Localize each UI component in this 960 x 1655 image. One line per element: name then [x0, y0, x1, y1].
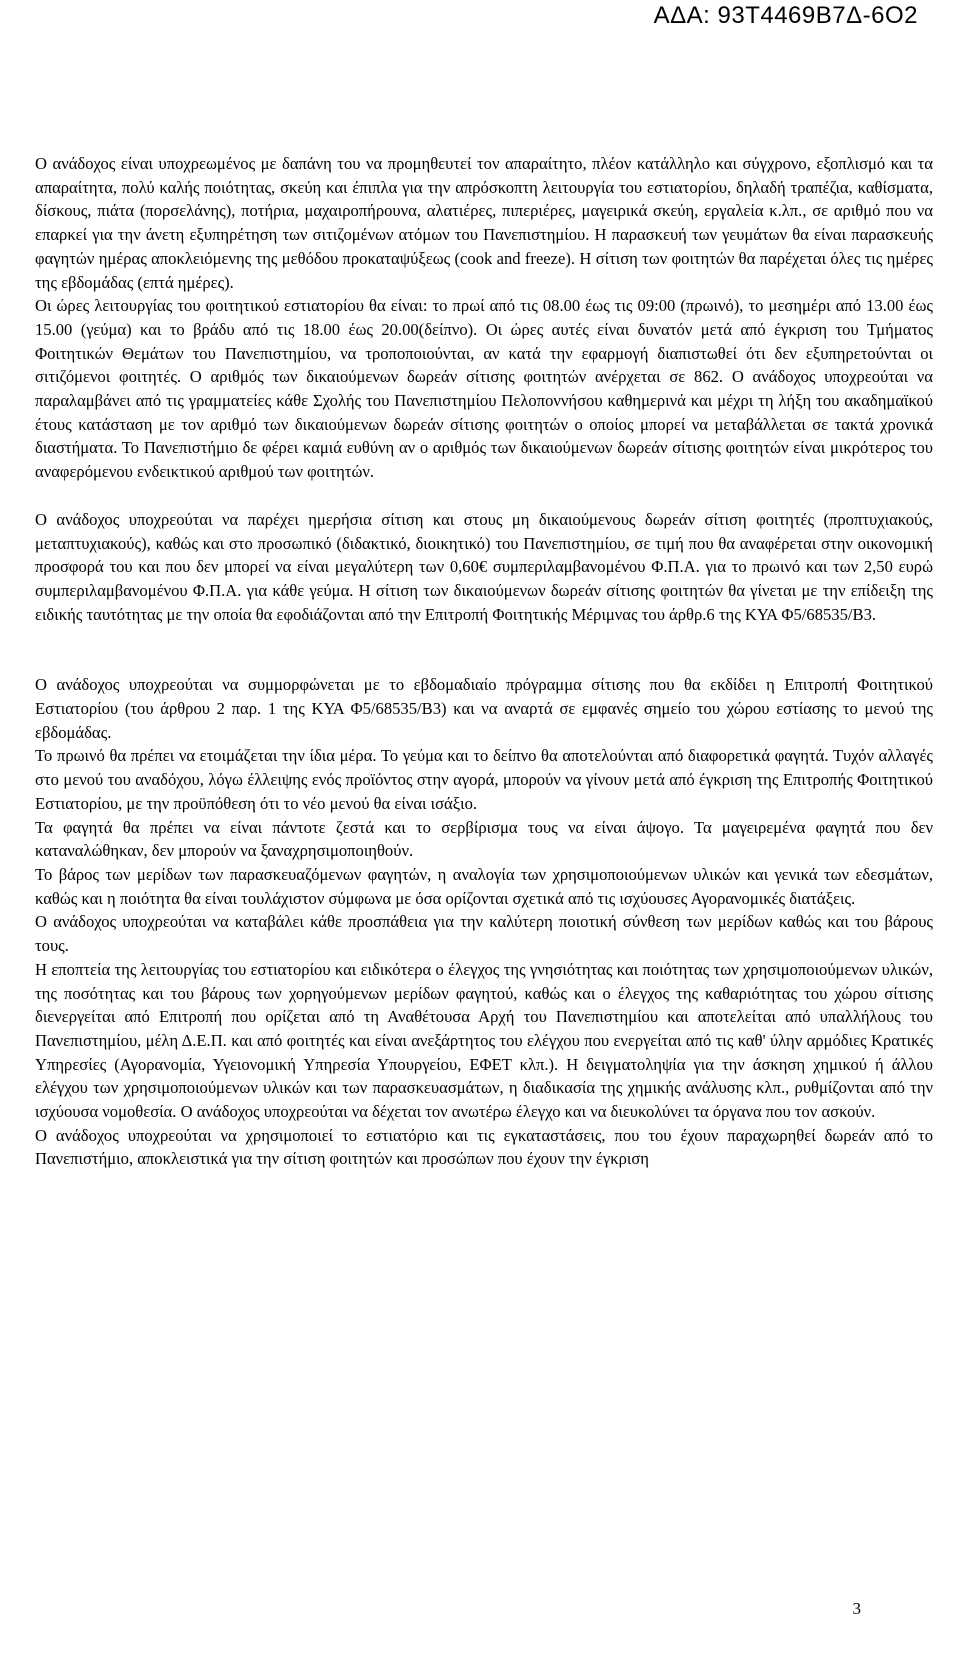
paragraph-portion-weight: Το βάρος των μερίδων των παρασκευαζόμενων φαγητών, η αναλογία των χρησιμοποιούμενων υλικών και γενικά των εδεσμάτων, καθώς και η ποιότητα θα είναι τουλάχιστον σύμφωνα με όσα ορίζονται σχετικά από τις ισχύουσες Αγορανομικές διατάξεις. [35, 864, 933, 908]
document-body [0, 152, 960, 1171]
paragraph-operating-hours: Οι ώρες λειτουργίας του φοιτητικού εστιατορίου θα είναι: το πρωί από τις 08.00 έως τις 09:00 (πρωινό), το μεσημέρι από 13.00 έως 15.00 (γεύμα) και το βράδυ από τις 18.00 έως 20.00(δείπνο). Οι ώρες αυτές είναι δυνατόν μετά από έγκριση του Τμήματος Φοιτητικών Θεμάτων του Πανεπιστημίου, να τροποποιούνται, αν κατά την εφαρμογή διαπιστωθεί ότι δεν εξυπηρετούνται οι σιτιζόμενοι φοιτητές. Ο αριθμός των δικαιούμενων δωρεάν σίτισης φοιτητών ανέρχεται σε 862. Ο ανάδοχος υποχρεούται να παραλαμβάνει από τις γραμματείες κάθε Σχολής του Πανεπιστημίου Πελοποννήσου καθημερινά και μέχρι τη λήξη του ακαδημαϊκού έτους κατάσταση με τον αριθμό των δικαιούμενων δωρεάν σίτισης φοιτητών ο οποίος μπορεί να μεταβάλλεται σε τακτά χρονικά διαστήματα. Το Πανεπιστήμιο δε φέρει καμιά ευθύνη αν ο αριθμός των δικαιούμενων δωρεάν σίτισης φοιτητών είναι μικρότερος του αναφερόμενου ενδεικτικού αριθμού των φοιτητών. [35, 296, 933, 482]
paragraph-facilities-use: Ο ανάδοχος υποχρεούται να χρησιμοποιεί το εστιατόριο και τις εγκαταστάσεις, που του έχουν παραχωρηθεί δωρεάν από το Πανεπιστήμιο, αποκλειστικά για την σίτιση φοιτητών και προσώπων που έχουν την έγκριση [35, 1125, 933, 1169]
paragraph-spacer [35, 484, 933, 508]
paragraph-supervision: Η εποπτεία της λειτουργίας του εστιατορίου και ειδικότερα ο έλεγχος της γνησιότητας και ποιότητας των χρησιμοποιούμενων υλικών, της ποσότητας και του βάρους των χορηγούμενων μερίδων φαγητού, καθώς και ο έλεγχος της καθαριότητας του χώρου σίτισης διενεργείται από Επιτροπή που ορίζεται από τη Αναθέτουσα Αρχή του Πανεπιστημίου και αποτελείται από υπαλλήλους του Πανεπιστημίου, μέλη Δ.Ε.Π. και από φοιτητές και είναι ανεξάρτητος του ελέγχου που ενεργείται από τις καθ' ύλην αρμόδιες Κρατικές Υπηρεσίες (Αγορανομία, Υγειονομική Υπηρεσία Υπουργείου, ΕΦΕΤ κλπ.). Η δειγματοληψία για την άσκηση χημικού ή άλλου ελέγχου των χρησιμοποιούμενων υλικών και των παρασκευασμάτων, η διαδικασία της χημικής ανάλυσης κλπ., ρυθμίζονται από την ισχύουσα νομοθεσία. Ο ανάδοχος υποχρεούται να δέχεται τον ανωτέρω έλεγχο και να διευκολύνει τα όργανα που τον ασκούν. [35, 959, 933, 1122]
paragraph-breakfast: Το πρωινό θα πρέπει να ετοιμάζεται την ίδια μέρα. Το γεύμα και το δείπνο θα αποτελούνται από διαφορετικά φαγητά. Τυχόν αλλαγές στο μενού του αναδόχου, λόγω έλλειψης ενός προϊόντος στην αγορά, μπορούν να γίνουν μετά από έγκριση της Επιτροπής Φοιτητικού Εστιατορίου, με την προϋπόθεση ότι το νέο μενού θα είναι ισάξιο. [35, 746, 933, 813]
paragraph-equipment: Ο ανάδοχος είναι υποχρεωμένος με δαπάνη του να προμηθευτεί τον απαραίτητο, πλέον κατάλληλο και σύγχρονο, εξοπλισμό και τα απαραίτητα, πολύ καλής ποιότητας, σκεύη και έπιπλα για την απρόσκοπτη λειτουργία του εστιατορίου, δηλαδή τραπέζια, καθίσματα, δίσκους, πιάτα (πορσελάνης), ποτήρια, μαχαιροπήρουνα, αλατιέρες, πιπεριέρες, μαγειρικά σκεύη, εργαλεία κ.λπ., σε αριθμό που να επαρκεί για την άνετη εξυπηρέτηση των σιτιζομένων ατόμων του Πανεπιστημίου. Η παρασκευή των γευμάτων θα είναι παρασκευής φαγητών ημέρας αποκλειόμενης της μεθόδου προκαταψύξεως (cook and freeze). Η σίτιση των φοιτητών θα παρέχεται όλες τις ημέρες της εβδομάδας (επτά ημέρες). [35, 154, 933, 292]
paragraph-paid-meals: Ο ανάδοχος υποχρεούται να παρέχει ημερήσια σίτιση και στους μη δικαιούμενους δωρεάν σίτιση φοιτητές (προπτυχιακούς, μεταπτυχιακούς), καθώς και στο προσωπικό (διδακτικό, διοικητικό) του Πανεπιστημίου, σε τιμή που θα αναφέρεται στην οικονομική προσφορά του και που δεν μπορεί να είναι μεγαλύτερη των 0,60€ συμπεριλαμβανομένου Φ.Π.Α. για το πρωινό και των 2,50 ευρώ συμπεριλαμβανομένου Φ.Π.Α. για κάθε γεύμα. Η σίτιση των δικαιούμενων δωρεάν σίτισης φοιτητών θα γίνεται με την επίδειξη της ειδικής ταυτότητας με την οποία θα εφοδιάζονται από την Επιτροπή Φοιτητικής Μέριμνας του άρθρ.6 της ΚΥΑ Φ5/68535/Β3. [35, 509, 933, 624]
ada-code: ΑΔΑ: 93Τ4469Β7Δ-6Ο2 [653, 2, 918, 29]
page-number: 3 [852, 1599, 861, 1618]
paragraph-quality-effort: Ο ανάδοχος υποχρεούται να καταβάλει κάθε προσπάθεια για την καλύτερη ποιοτική σύνθεση των μερίδων καθώς και του βάρους τους. [35, 912, 933, 956]
paragraph-spacer [35, 626, 933, 673]
paragraph-hot-food: Τα φαγητά θα πρέπει να είναι πάντοτε ζεστά και το σερβίρισμα τους να είναι άψογο. Τα μαγειρεμένα φαγητά που δεν καταναλώθηκαν, δεν μπορούν να ξαναχρησιμοποιηθούν. [35, 817, 933, 861]
paragraph-weekly-menu: Ο ανάδοχος υποχρεούται να συμμορφώνεται με το εβδομαδιαίο πρόγραμμα σίτισης που θα εκδίδει η Επιτροπή Φοιτητικού Εστιατορίου (του άρθρου 2 παρ. 1 της ΚΥΑ Φ5/68535/Β3) και να αναρτά σε εμφανές σημείο του χώρου εστίασης το μενού της εβδομάδας. [35, 675, 933, 742]
